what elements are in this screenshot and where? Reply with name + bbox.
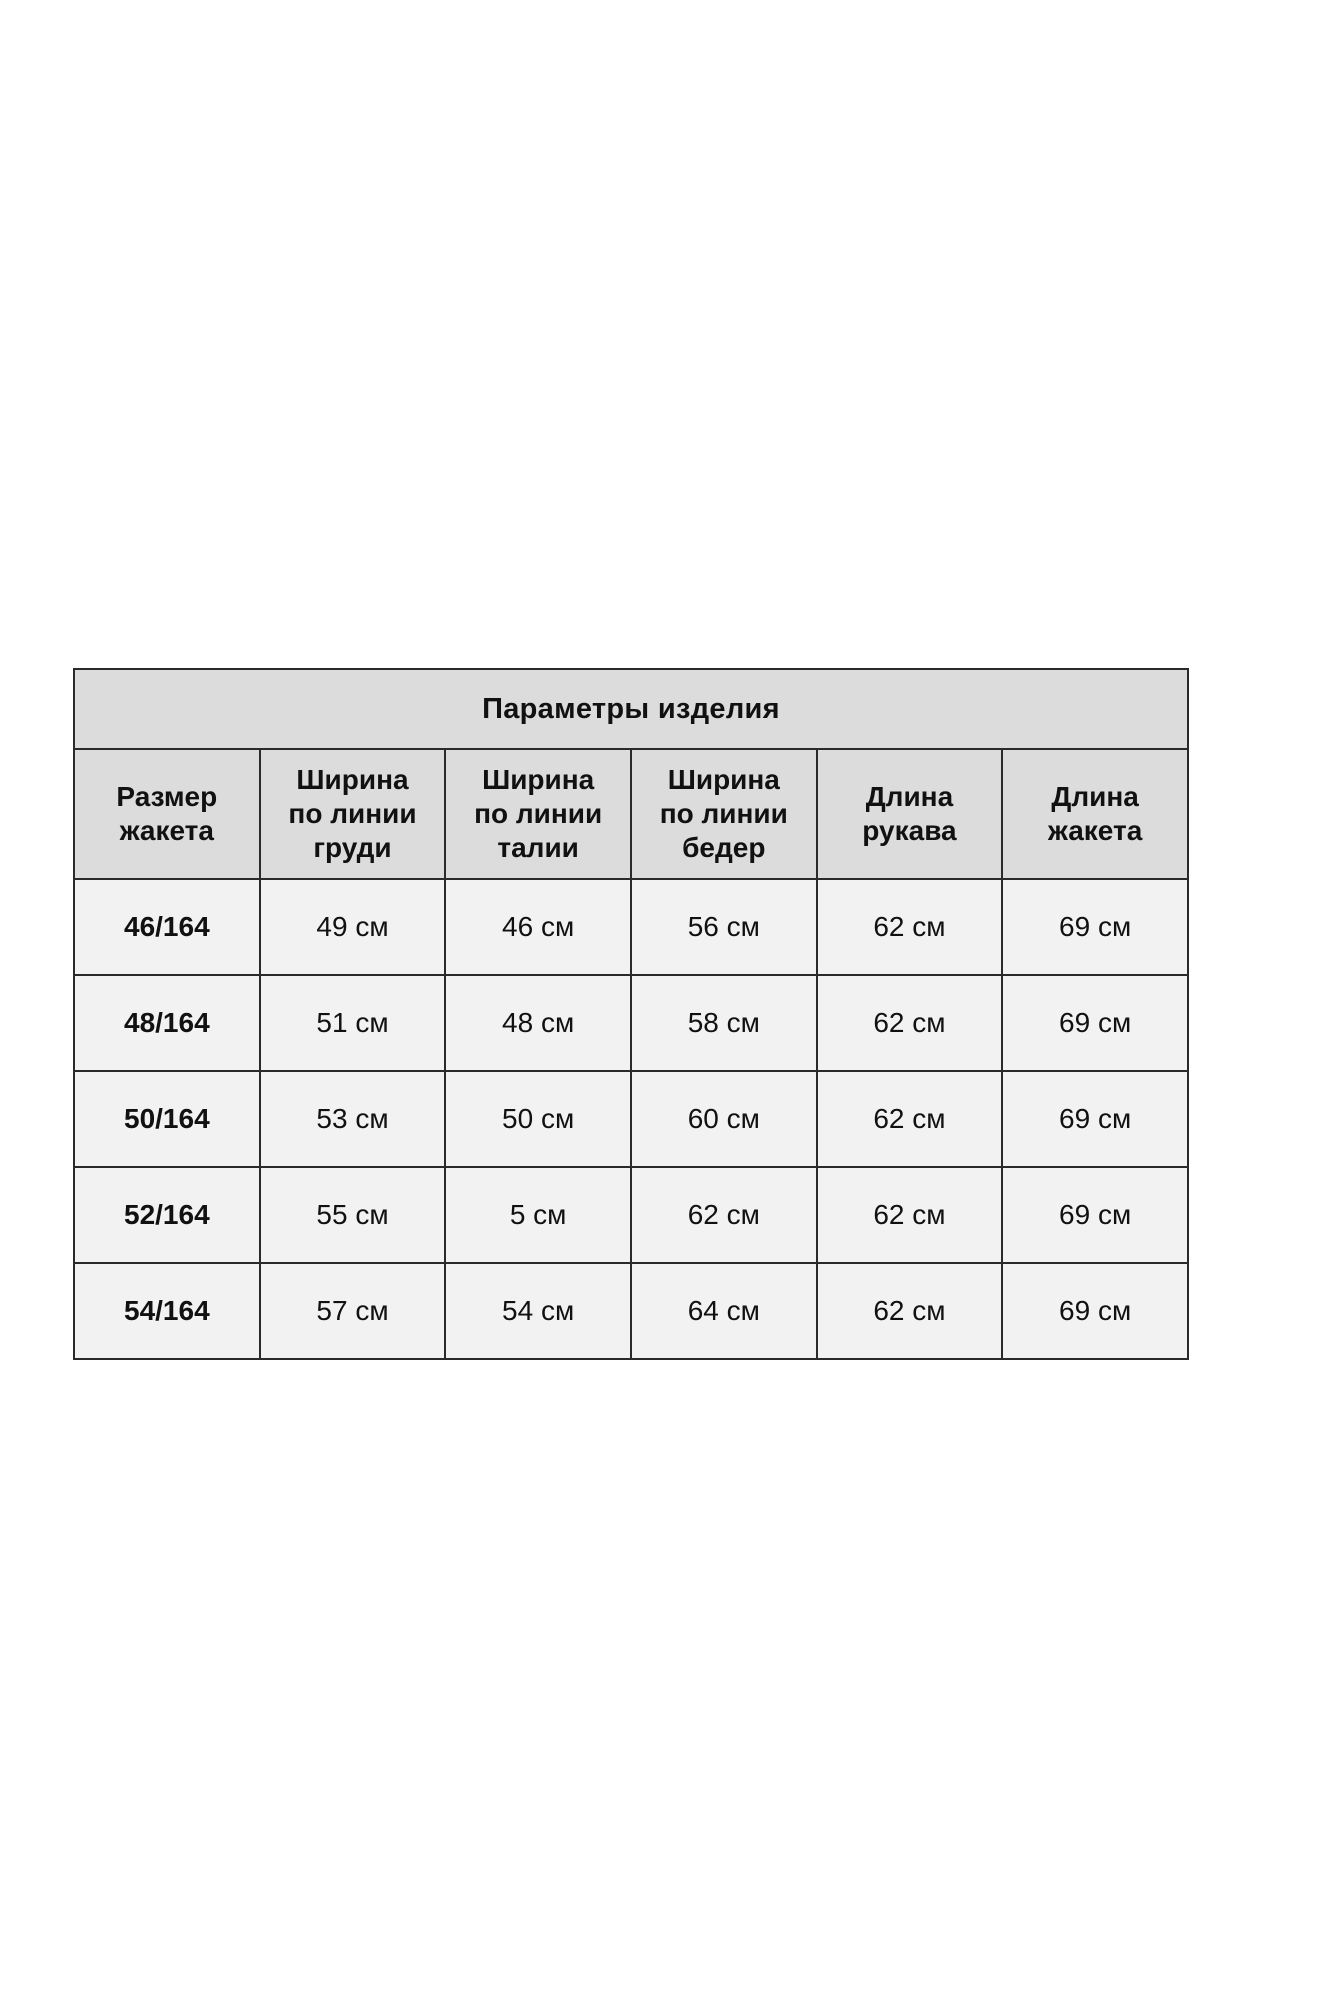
hip-cell: 56 см [631,879,817,975]
size-cell: 54/164 [74,1263,260,1359]
table-title: Параметры изделия [74,669,1188,749]
table-row [74,879,1188,975]
hip-cell: 60 см [631,1071,817,1167]
length-cell: 69 см [1002,879,1188,975]
size-cell: 52/164 [74,1167,260,1263]
hip-cell: 58 см [631,975,817,1071]
waist-cell: 54 см [445,1263,631,1359]
waist-cell: 50 см [445,1071,631,1167]
sleeve-cell: 62 см [817,1167,1003,1263]
length-cell: 69 см [1002,1263,1188,1359]
size-cell: 50/164 [74,1071,260,1167]
header-jacket-length: Длина жакета [1002,749,1188,879]
sleeve-cell: 62 см [817,1263,1003,1359]
hip-cell: 62 см [631,1167,817,1263]
chest-cell: 49 см [260,879,446,975]
chest-cell: 51 см [260,975,446,1071]
header-chest-width: Ширина по линии груди [260,749,446,879]
chest-cell: 55 см [260,1167,446,1263]
length-cell: 69 см [1002,1167,1188,1263]
table-row [74,1263,1188,1359]
header-waist-width: Ширина по линии талии [445,749,631,879]
hip-cell: 64 см [631,1263,817,1359]
table-row [74,1167,1188,1263]
length-cell: 69 см [1002,1071,1188,1167]
header-hip-width: Ширина по линии бедер [631,749,817,879]
length-cell: 69 см [1002,975,1188,1071]
sleeve-cell: 62 см [817,1071,1003,1167]
waist-cell: 5 см [445,1167,631,1263]
size-cell: 46/164 [74,879,260,975]
size-cell: 48/164 [74,975,260,1071]
sleeve-cell: 62 см [817,975,1003,1071]
chest-cell: 53 см [260,1071,446,1167]
table-row [74,975,1188,1071]
waist-cell: 46 см [445,879,631,975]
chest-cell: 57 см [260,1263,446,1359]
size-parameters-table [73,668,1189,1360]
waist-cell: 48 см [445,975,631,1071]
header-row [74,749,1188,879]
header-jacket-size: Размер жакета [74,749,260,879]
table-row [74,1071,1188,1167]
sleeve-cell: 62 см [817,879,1003,975]
title-row [74,669,1188,749]
header-sleeve-length: Длина рукава [817,749,1003,879]
